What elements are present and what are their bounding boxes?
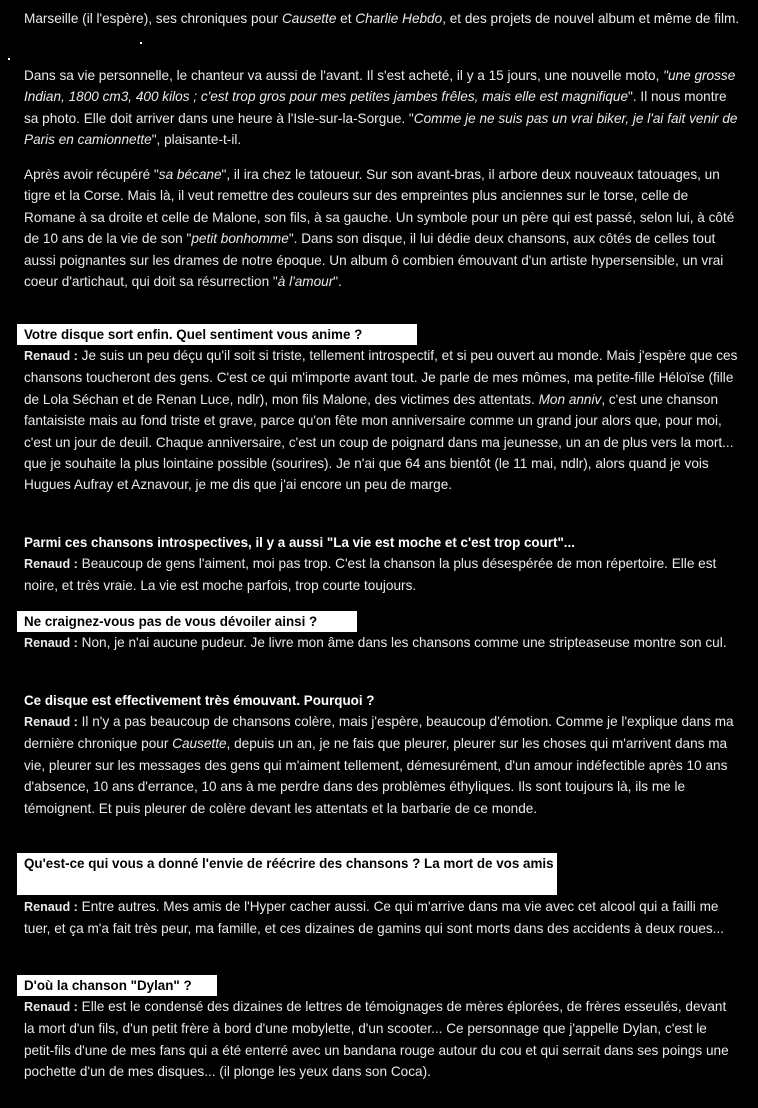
question-heading: Votre disque sort enfin. Quel sentiment vous anime ?	[24, 327, 363, 342]
paragraph-tattoo: Après avoir récupéré "sa bécane", il ira chez le tatoueur. Sur son avant-bras, il arbore deux nouveaux tatouages, un tigre et la Corse. Mais là, il veut remettre des couleurs sur des empreintes plus anciennes sur le torse, celle de Romane à sa droite et celle de Malone, son fils, à sa gauche. Un symbole pour un père qui est passé, selon lui, à côté de 10 ans de la vie de son "petit bonhomme". Dans son disque, il lui dédie deux chansons, aux côtés de celles tout aussi poignantes sur les drames de notre époque. Un album ô combien émouvant d'un artiste hypersensible, un vrai coeur d'artichaut, qui doit sa résurrection "à l'amour".	[24, 167, 735, 290]
question-heading: D'où la chanson "Dylan" ?	[24, 978, 192, 993]
question-heading: Parmi ces chansons introspectives, il y a aussi "La vie est moche et c'est trop court"...	[24, 535, 575, 550]
speck	[140, 42, 142, 44]
paragraph-moto: Dans sa vie personnelle, le chanteur va aussi de l'avant. Il s'est acheté, il y a 15 jours, une nouvelle moto, "une grosse Indian, 1800 cm3, 400 kilos ; c'est trop gros pour mes petites jambes frêles, mais elle est magnifique". Il nous montre sa photo. Elle doit arriver dans une heure à l'Isle-sur-la-Sorgue. "Comme je ne suis pas un vrai biker, je l'ai fait venir de Paris en camionnette", plaisante-t-il.	[24, 68, 738, 148]
question-heading: Qu'est-ce qui vous a donné l'envie de réécrire des chansons ? La mort de vos amis de Charlie Hebdo ?	[24, 856, 680, 871]
answer-paragraph: Renaud : Elle est le condensé des dizaines de lettres de témoignages de mères éplorées, de frères esseulés, devant la mort d'un fils, d'un petit frère à bord d'une mobylette, d'un scooter... Ce personnage que j'appelle Dylan, c'est le petit-fils d'une de mes fans qui a été enterré avec un bandana rouge autour du cou et qui serrait dans ses poings une pochette d'un de mes disques... (il plonge les yeux dans son Coca).	[24, 999, 729, 1080]
question-heading: Ce disque est effectivement très émouvant. Pourquoi ?	[24, 693, 375, 708]
answer-paragraph: Renaud : Entre autres. Mes amis de l'Hyper cacher aussi. Ce qui m'arrive dans ma vie avec cet alcool qui a failli me tuer, et ça m'a fait très peur, ma famille, et ces dizaines de gamins qui sont morts dans des accidents à deux roues...	[24, 899, 725, 937]
paragraph-intro: Marseille (il l'espère), ses chroniques pour Causette et Charlie Hebdo, et des projets de nouvel album et même de film.	[24, 11, 740, 26]
answer-paragraph: Renaud : Non, je n'ai aucune pudeur. Je livre mon âme dans les chansons comme une stripteaseuse montre son cul.	[24, 635, 727, 650]
speck	[8, 58, 10, 60]
answer-paragraph: Renaud : Beaucoup de gens l'aiment, moi pas trop. C'est la chanson la plus désespérée de mon répertoire. Elle est noire, et très vraie. La vie est moche parfois, trop courte toujours.	[24, 556, 717, 594]
answer-paragraph: Renaud : Il n'y a pas beaucoup de chansons colère, mais j'espère, beaucoup d'émotion. Comme je l'explique dans ma dernière chronique pour Causette, depuis un an, je ne fais que pleurer, pleurer sur les choses qui m'arrivent dans ma vie, pleurer sur les messages des gens qui m'aiment tellement, démesurément, d'un amour indéfectible après 10 ans d'absence, 10 ans d'errance, 10 ans à me perdre dans des problèmes éthyliques. Ils sont toujours là, ils me le témoignent. Et puis pleurer de colère devant les attentats et la barbarie de ce monde.	[24, 714, 734, 816]
question-heading: Ne craignez-vous pas de vous dévoiler ainsi ?	[24, 614, 318, 629]
answer-paragraph: Renaud : Je suis un peu déçu qu'il soit si triste, tellement introspectif, et si peu ouvert au monde. Mais j'espère que ces chansons toucheront des gens. C'est ce qui m'importe avant tout. Je parle de mes mômes, ma petite-fille Héloïse (fille de Lola Séchan et de Renan Luce, ndlr), mon fils Malone, des victimes des attentats. Mon anniv, c'est une chanson fantaisiste mais au fond triste et grave, parce qu'on fête mon anniversaire comme un grand jour alors que, pour moi, c'est un jour de deuil. Chaque anniversaire, c'est un coup de poignard dans ma jeunesse, un an de plus vers la mort... que je souhaite la plus lointaine possible (sourires). Je n'ai que 64 ans bientôt (le 11 mai, ndlr), alors quand je vois Hugues Aufray et Aznavour, je me dis que j'ai encore un peu de marge.	[24, 348, 738, 493]
